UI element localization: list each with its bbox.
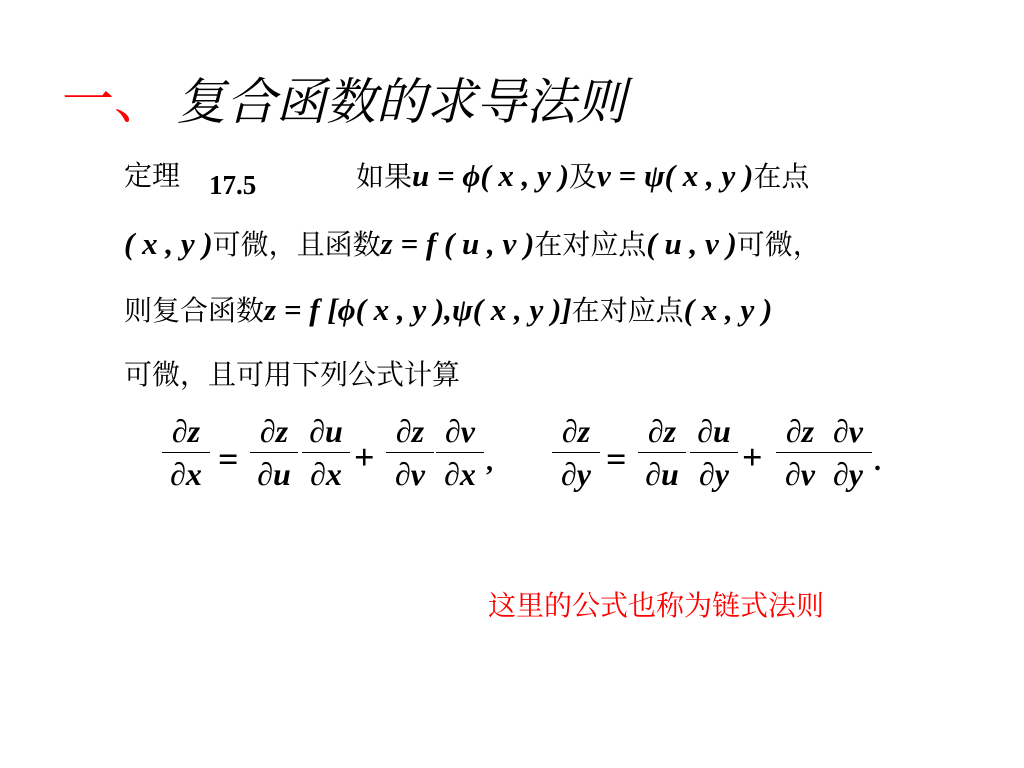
- period: .: [874, 446, 881, 477]
- numerator: ∂z: [259, 413, 289, 449]
- numerator: ∂v: [444, 413, 475, 449]
- denominator: ∂y: [832, 456, 863, 492]
- denominator: ∂u: [645, 456, 679, 492]
- denominator: ∂y: [560, 456, 591, 492]
- fraction: [162, 412, 210, 493]
- section-title: 复合函数的求导法则: [176, 73, 626, 131]
- numerator: ∂z: [395, 413, 425, 449]
- fraction: [302, 412, 350, 493]
- numerator: ∂u: [309, 413, 343, 449]
- text-segment: 在点: [753, 160, 810, 193]
- numerator: ∂z: [647, 413, 677, 449]
- section-number: 一、: [62, 71, 167, 131]
- math-expression: z = f ( u , v ): [380, 226, 535, 261]
- fraction: [690, 412, 738, 493]
- chain-rule-note: 这里的公式也称为链式法则: [488, 589, 825, 622]
- fraction: [776, 412, 824, 493]
- denominator: ∂x: [444, 456, 476, 492]
- text-segment: 及: [569, 160, 598, 193]
- denominator: ∂v: [394, 456, 425, 492]
- theorem-line-2: [124, 226, 821, 263]
- denominator: ∂u: [257, 456, 291, 492]
- plus-sign: +: [742, 437, 763, 477]
- numerator: ∂v: [832, 413, 863, 449]
- text-segment: 如果: [356, 160, 413, 193]
- denominator: ∂x: [170, 456, 202, 492]
- numerator: ∂z: [561, 413, 591, 449]
- denominator: ∂y: [698, 456, 729, 492]
- theorem-label: 定理: [124, 159, 181, 192]
- math-expression: z = f [ϕ( x , y ),ψ( x , y )]: [264, 292, 572, 327]
- math-expression: u = ϕ( x , y ): [412, 158, 570, 193]
- text-segment: 可微，且函数: [212, 228, 381, 261]
- plus-sign: +: [354, 437, 375, 477]
- fraction: [638, 412, 686, 493]
- fraction: [824, 412, 872, 493]
- denominator: ∂x: [310, 456, 342, 492]
- comma: ,: [486, 446, 493, 477]
- math-expression: ( x , y ): [683, 292, 773, 327]
- math-expression: ( u , v ): [646, 226, 737, 261]
- theorem-number: 17.5: [209, 170, 257, 200]
- theorem-line-4: 可微，且可用下列公式计算: [124, 358, 461, 391]
- theorem-line-1: [356, 158, 809, 195]
- text-segment: 可微，: [736, 228, 821, 261]
- math-expression: v = ψ( x , y ): [597, 158, 754, 193]
- text-segment: 在对应点: [534, 228, 647, 261]
- math-expression: ( x , y ): [124, 226, 213, 261]
- numerator: ∂z: [171, 413, 201, 449]
- fraction: [552, 412, 600, 493]
- fraction: [436, 412, 484, 493]
- text-segment: 则复合函数: [124, 294, 265, 327]
- denominator: ∂v: [784, 456, 815, 492]
- fraction: [250, 412, 298, 493]
- fraction: [386, 412, 434, 493]
- equals-sign: =: [218, 439, 239, 479]
- text-segment: 在对应点: [571, 294, 684, 327]
- theorem-line-3: [124, 292, 772, 329]
- numerator: ∂z: [785, 413, 815, 449]
- numerator: ∂u: [697, 413, 731, 449]
- equals-sign: =: [606, 439, 627, 479]
